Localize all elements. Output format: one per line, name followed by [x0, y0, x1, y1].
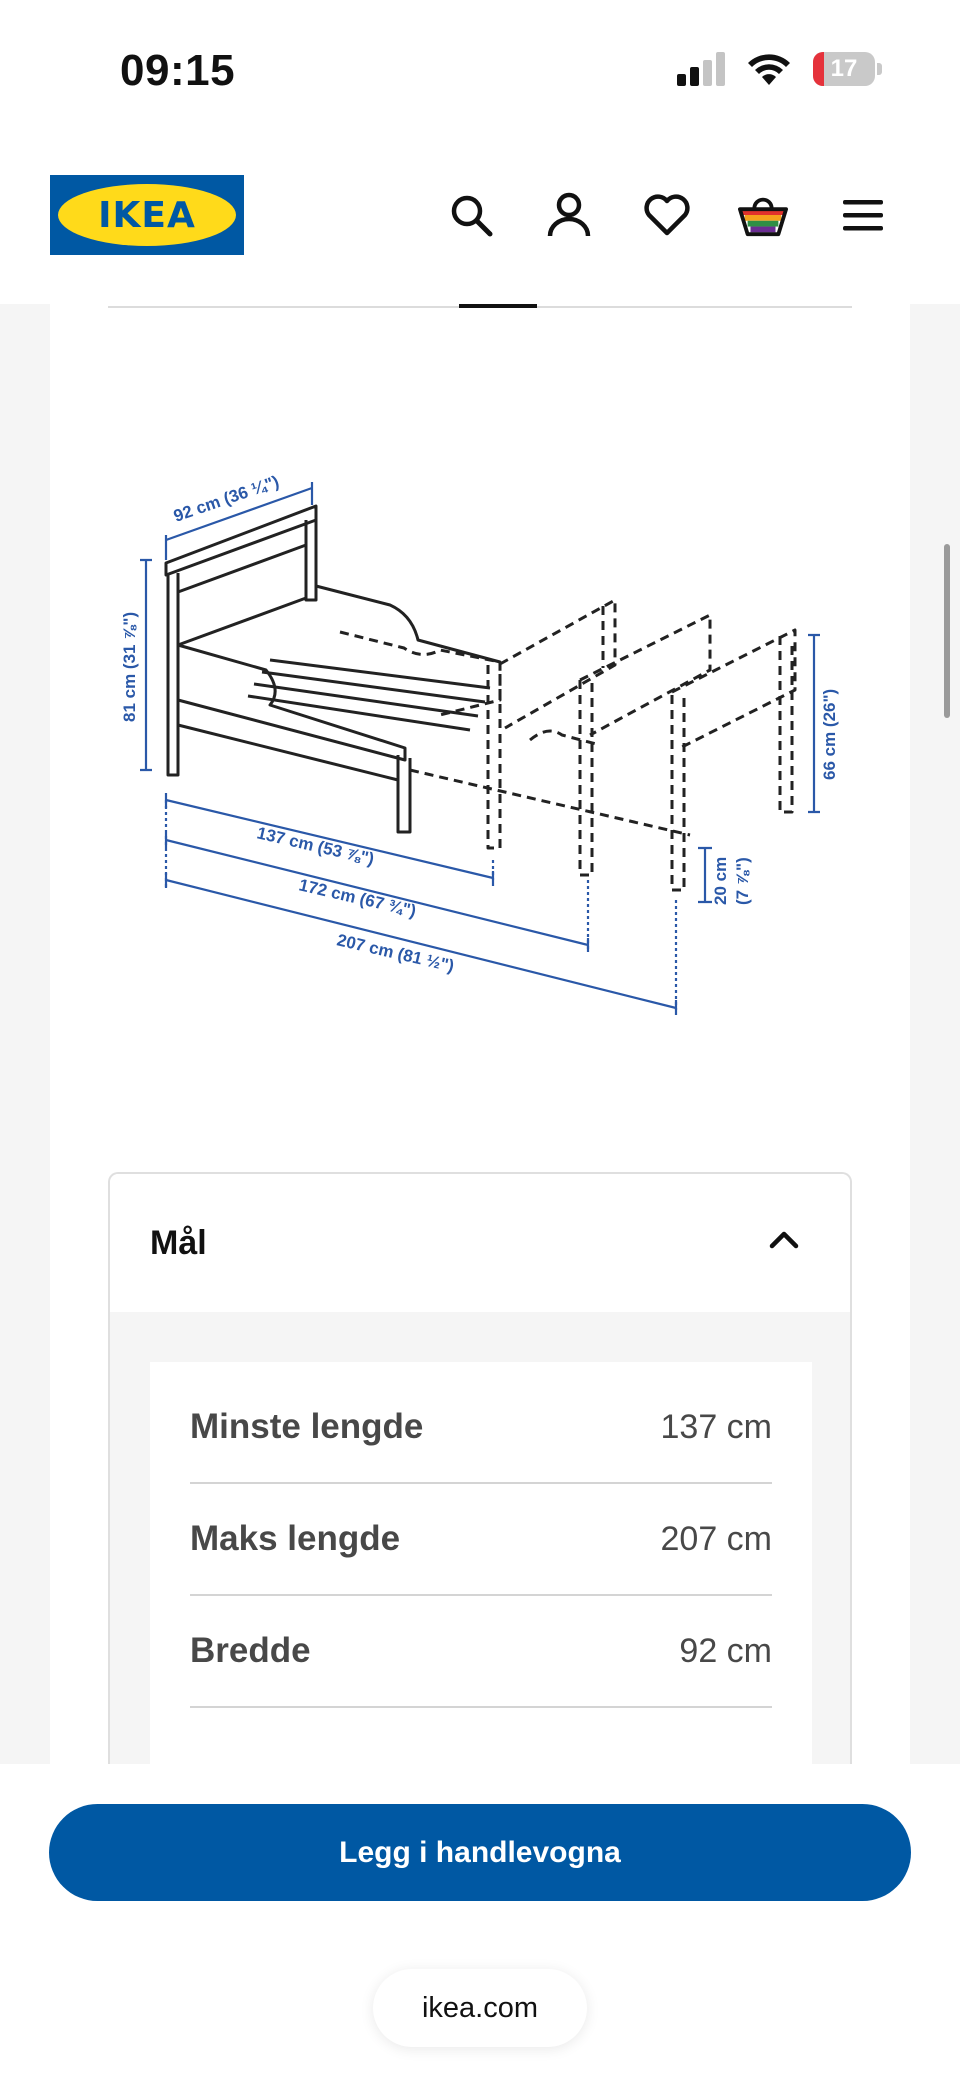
status-icons — [677, 52, 882, 86]
accordion-header[interactable] — [110, 1174, 850, 1312]
slat — [270, 660, 490, 688]
frame-height-dim-label: 66 cm (26") — [820, 688, 839, 780]
min-length-dim-label: 137 cm (53 ⅞") — [255, 823, 376, 869]
battery-icon — [813, 52, 875, 86]
chevron-up-icon[interactable] — [768, 1228, 800, 1250]
frame-height-dim-line — [808, 635, 820, 812]
dimension-row-min-length — [190, 1372, 772, 1484]
dimensions-accordion — [108, 1172, 852, 1772]
cart-icon[interactable] — [738, 190, 788, 240]
slat — [248, 696, 470, 730]
dimension-value: 207 cm — [660, 1519, 772, 1558]
bottom-panel — [0, 1764, 960, 2081]
extension-leg-1 — [488, 665, 500, 848]
scroll-indicator[interactable] — [944, 544, 950, 718]
dimension-label: Bredde — [190, 1631, 311, 1670]
logo-text: IKEA — [98, 194, 196, 236]
account-icon[interactable] — [544, 190, 594, 240]
menu-icon[interactable] — [838, 190, 888, 240]
mid-length-dim-label: 172 cm (67 ¾") — [297, 875, 418, 921]
extension-leg-3 — [672, 695, 684, 890]
battery-fill — [813, 52, 824, 86]
battery-level: 17 — [830, 55, 858, 82]
logo-oval — [58, 184, 236, 246]
dimension-row-max-length — [190, 1484, 772, 1596]
dimension-label: Maks lengde — [190, 1519, 401, 1558]
dimension-row-width — [190, 1596, 772, 1708]
status-bar — [0, 0, 960, 140]
extension-frame-1 — [500, 600, 615, 728]
dimension-value: 92 cm — [679, 1631, 772, 1670]
accordion-title: Mål — [150, 1224, 207, 1262]
cellular-signal-icon — [677, 52, 725, 86]
extension-curve — [530, 731, 600, 745]
tab-active-indicator[interactable] — [459, 304, 537, 308]
leg-height-cm-label: 20 cm — [711, 856, 730, 905]
dimension-label: Minste lengde — [190, 1407, 424, 1446]
wifi-icon — [747, 52, 791, 86]
extension-leg-2 — [580, 680, 592, 875]
slat — [262, 672, 485, 702]
site-header — [0, 140, 960, 304]
max-length-dim-line — [166, 873, 676, 1015]
bed-dimensions-diagram — [100, 440, 860, 1020]
add-to-cart-button[interactable]: Legg i handlevogna — [49, 1804, 911, 1901]
dimension-value: 137 cm — [660, 1407, 772, 1446]
headboard-post-right — [306, 520, 316, 600]
front-leg — [398, 755, 410, 832]
extension-rail — [340, 632, 500, 715]
status-time: 09:15 — [120, 46, 236, 95]
width-dim-label: 92 cm (36 ¼") — [171, 471, 282, 526]
height-dim-label: 81 cm (31 ⅞") — [120, 611, 139, 722]
extension-lower-rail — [410, 770, 690, 835]
leg-height-in-label: (7 ⅞") — [733, 857, 752, 905]
headboard-inner-bottom — [178, 598, 306, 645]
height-dim-line — [140, 560, 152, 770]
max-length-dim-label: 207 cm (81 ½") — [335, 930, 456, 976]
dimensions-table — [150, 1362, 812, 1772]
browser-url-bar[interactable]: ikea.com — [373, 1969, 587, 2047]
side-rail-lower — [178, 725, 398, 780]
extension-frame-3 — [672, 630, 795, 748]
side-rail-back — [316, 586, 500, 662]
ikea-logo[interactable] — [50, 175, 244, 255]
battery-tip — [877, 63, 882, 75]
leg-height-dim-line — [698, 848, 712, 902]
search-icon[interactable] — [446, 190, 496, 240]
extension-post-3 — [780, 636, 792, 812]
heart-icon[interactable] — [642, 190, 692, 240]
